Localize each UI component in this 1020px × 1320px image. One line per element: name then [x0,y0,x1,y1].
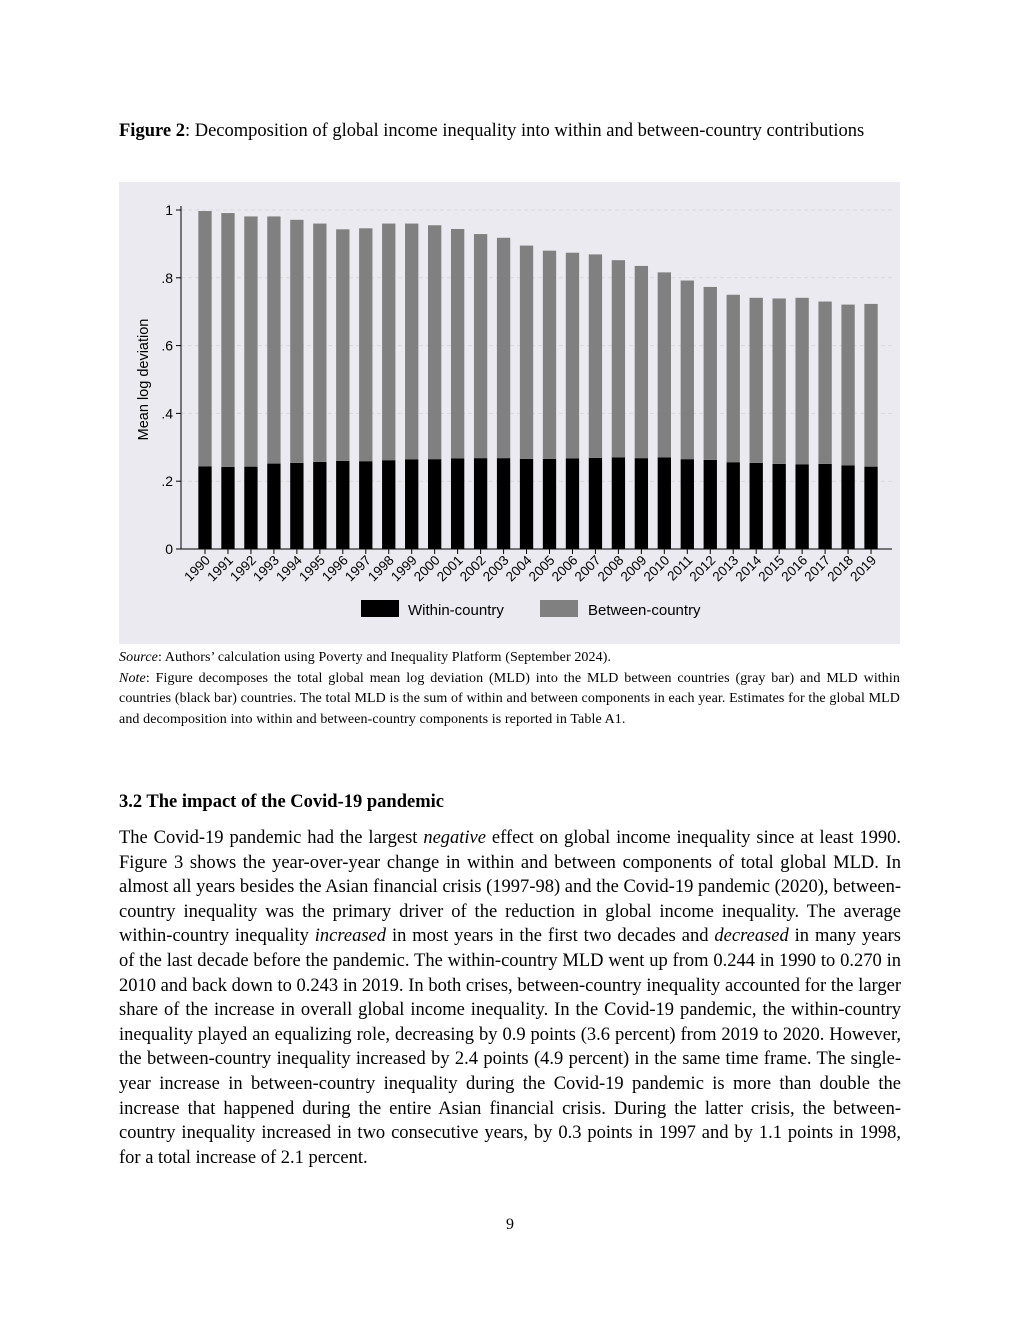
x-tick-label: 1991 [204,552,237,585]
bar-within-country [566,458,579,549]
y-tick-label: .6 [161,337,173,354]
bar-within-country [818,464,831,549]
x-tick-label: 2015 [755,552,788,585]
x-tick-label: 2016 [778,552,811,585]
page-number: 9 [506,1216,514,1233]
bar-between-country [543,251,556,459]
bar-between-country [497,238,510,458]
bar-within-country [359,461,372,549]
bar-between-country [359,228,372,461]
x-tick-label: 1990 [181,552,214,585]
source-text: : Authors’ calculation using Poverty and Inequality Platform (September 2024). [157,650,612,665]
x-tick-label: 1997 [342,552,374,585]
bar-between-country [612,260,625,457]
y-tick-label: .8 [161,269,173,286]
paragraph-text-1: The Covid-19 pandemic had the largest [119,828,424,848]
section-heading: 3.2 The impact of the Covid-19 pandemic [119,792,444,812]
bar-within-country [773,464,786,549]
x-tick-label: 2007 [571,552,604,585]
bar-within-country [750,463,763,549]
bar-between-country [841,305,854,466]
bar-between-country [336,229,349,461]
bar-between-country [198,211,211,466]
bar-within-country [267,464,280,549]
x-tick-label: 2013 [709,552,742,585]
bar-between-country [290,220,303,463]
bar-within-country [290,463,303,549]
x-tick-label: 2005 [525,552,558,585]
x-tick-label: 1995 [296,552,328,585]
bar-within-country [681,459,694,549]
bar-within-country [221,467,234,549]
note-text: : Figure decomposes the total global mean log deviation (MLD) into the MLD between countries (gray bar) and MLD within countries (black bar) countries. The total MLD is the sum of within and between components in each year. Estimates for the global MLD and decomposition into within and between-country components is reported in Table A1. [119,670,900,727]
figure-caption [119,119,900,144]
bar-between-country [313,224,326,462]
bar-between-country [750,298,763,463]
bar-within-country [704,460,717,549]
bar-between-country [428,225,441,459]
bar-between-country [727,295,740,462]
bar-within-country [451,458,464,549]
x-tick-label: 1999 [387,552,420,585]
bar-between-country [221,213,234,467]
bar-between-country [635,266,648,458]
x-tick-label: 2006 [548,552,581,585]
emphasis-negative: negative [423,828,486,848]
bar-between-country [474,234,487,458]
body-paragraph [119,826,901,1170]
y-tick-label: .4 [161,405,173,422]
source-note [119,648,900,669]
bar-within-country [244,467,257,549]
bar-between-country [267,216,280,463]
bar-between-country [589,254,602,457]
x-tick-label: 1996 [319,552,351,585]
bar-between-country [405,224,418,460]
stacked-bar-chart [119,182,900,644]
bar-within-country [198,466,211,549]
bar-within-country [428,459,441,549]
x-tick-label: 2004 [502,552,535,585]
x-tick-label: 2010 [640,552,673,585]
paragraph-text-4: in many years of the last decade before the pandemic. The within-country MLD went up from 0.244 in 1990 to 0.270 in 2010 and back down to 0.243 in 2019. In both crises, between-country inequality accounted for the larger share of the increase in overall global income inequality. In the Covid-19 pandemic, the within-country inequality played an equalizing role, decreasing by 0.9 points (3.6 percent) from 2019 to 2020. However, the between-country inequality increased by 2.4 points (4.9 percent) in the same time frame. The single-year increase in between-country inequality during the Covid-19 pandemic is more than double the increase that happened during the entire Asian financial crisis. During the latter crisis, the between-country inequality increased in two consecutive years, by 0.3 points in 1997 and by 1.1 points in 1998, for a total increase of 2.1 percent. [119,926,902,1168]
bar-within-country [612,457,625,549]
source-label: Source [119,650,158,665]
bar-between-country [658,272,671,457]
paragraph [119,826,901,1170]
bar-between-country [451,229,464,459]
x-tick-label: 1992 [227,552,260,585]
bar-between-country [704,287,717,460]
x-tick-label: 1998 [365,552,397,585]
bar-within-country [474,458,487,549]
bar-within-country [841,465,854,549]
bar-between-country [244,216,257,466]
y-tick-label: 0 [165,541,173,557]
note-label: Note [119,670,146,686]
bar-within-country [589,458,602,549]
x-tick-label: 2014 [732,552,765,585]
bar-within-country [727,462,740,549]
bar-within-country [864,467,877,549]
x-tick-label: 2012 [686,552,719,585]
bar-within-country [405,460,418,549]
figure-chart [119,182,900,644]
bar-within-country [520,459,533,549]
x-tick-label: 2018 [824,552,857,585]
x-tick-label: 2001 [433,552,466,585]
bar-within-country [497,458,510,549]
x-tick-label: 2008 [594,552,627,585]
bar-within-country [543,459,556,549]
bar-within-country [658,457,671,549]
bar-within-country [313,462,326,549]
x-tick-label: 2009 [617,552,650,585]
emphasis-decreased: decreased [714,926,789,947]
bar-between-country [520,246,533,459]
legend-swatch-within [361,600,399,617]
y-axis-title: Mean log deviation [136,318,152,441]
bar-within-country [382,460,395,549]
paragraph-text-3: in most years in the first two decades and [386,926,715,947]
bar-between-country [566,253,579,459]
x-tick-label: 1993 [250,552,283,585]
legend-label-within: Within-country [408,602,504,619]
paragraph-text-2: effect on global income inequality since at least 1990. Figure 3 shows the year-over-year change in within and between components of total global MLD. In almost all years besides the Asian financial crisis (1997-98) and the Covid-19 pandemic (2020), between-country inequality was the primary driver of the reduction in global income inequality. The average within-country inequality [119,828,901,947]
x-tick-label: 2017 [801,552,834,585]
legend-swatch-between [540,600,578,617]
x-tick-label: 2011 [664,552,696,584]
bar-within-country [635,458,648,549]
figure-notes [119,648,900,730]
bar-between-country [773,298,786,463]
figure-note [119,669,900,731]
emphasis-increased: increased [314,926,387,947]
x-tick-label: 2000 [410,552,443,585]
bar-within-country [795,464,808,549]
bar-between-country [864,304,877,467]
legend-label-between: Between-country [588,602,701,619]
x-tick-label: 2002 [456,552,489,585]
bar-between-country [795,298,808,464]
bar-between-country [818,302,831,464]
x-tick-label: 1994 [273,552,305,585]
bar-between-country [681,281,694,460]
figure-caption-text: : Decomposition of global income inequality into within and between-country contributions [184,121,865,141]
y-tick-label: 1 [165,202,173,218]
bar-within-country [336,461,349,549]
figure-label: Figure 2 [119,121,185,141]
bar-between-country [382,224,395,461]
y-tick-label: .2 [161,473,173,490]
x-tick-label: 2003 [479,552,512,585]
x-tick-label: 2019 [847,552,880,585]
